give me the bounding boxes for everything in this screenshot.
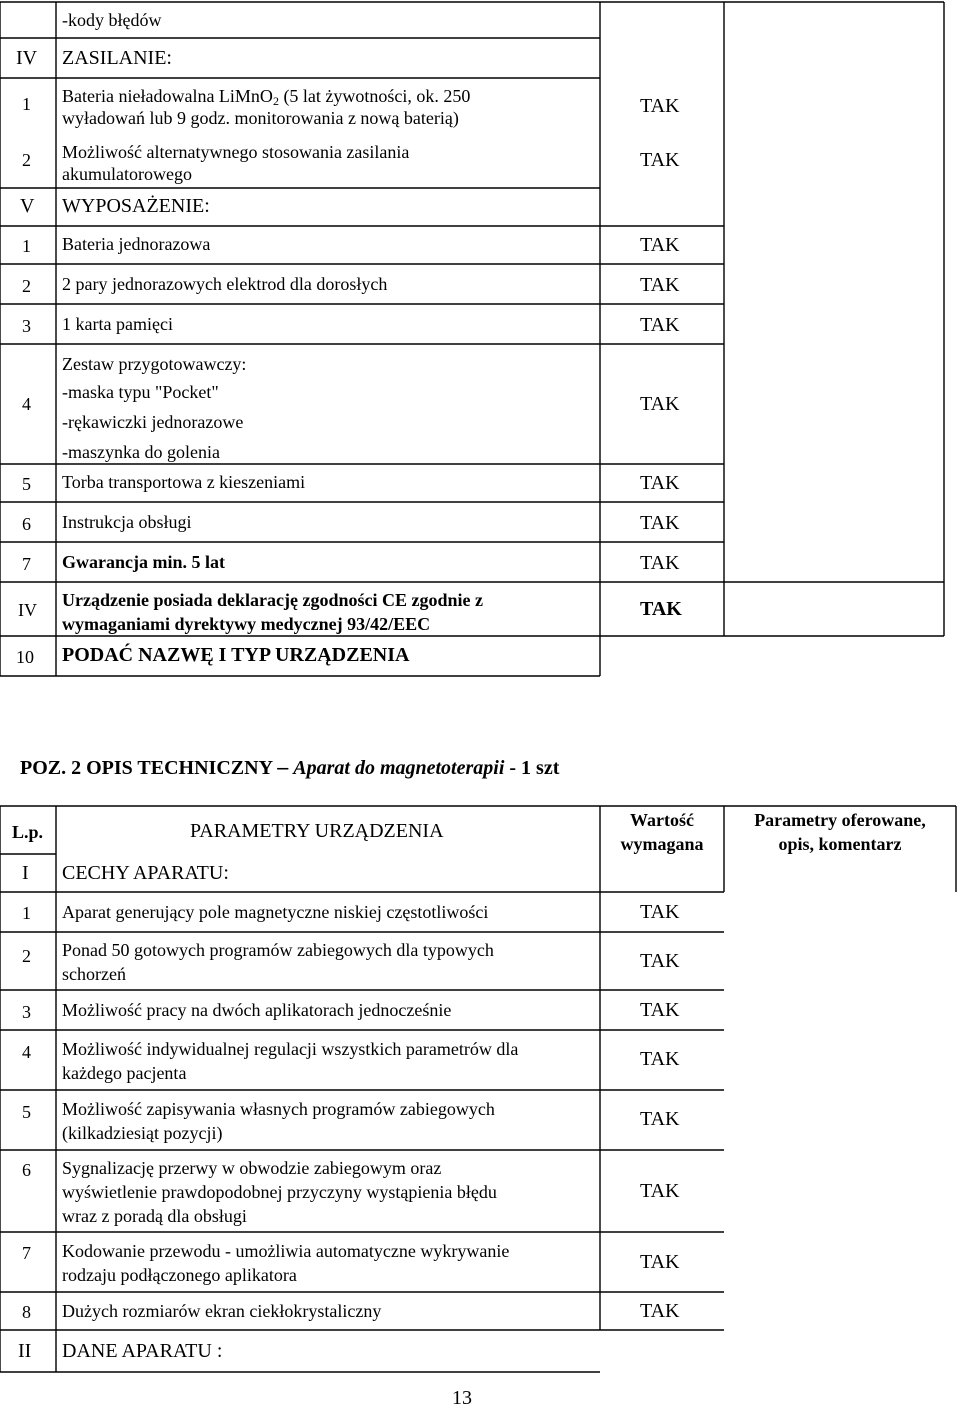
row-number: 7 bbox=[22, 554, 31, 574]
section-heading-features: CECHY APARATU: bbox=[62, 862, 229, 884]
row-number: 2 bbox=[22, 276, 31, 296]
prep-kit-item: -maska typu "Pocket" bbox=[62, 382, 219, 402]
required-value: TAK bbox=[640, 552, 680, 574]
required-value: TAK bbox=[640, 901, 680, 923]
row-number: 7 bbox=[22, 1243, 31, 1263]
row-number: 2 bbox=[22, 150, 31, 170]
ce-declaration-line1: Urządzenie posiada deklarację zgodności CE zgodnie z bbox=[62, 590, 483, 610]
required-value: TAK bbox=[640, 274, 680, 296]
section-number: V bbox=[20, 195, 35, 217]
required-value: TAK bbox=[640, 950, 680, 972]
parameter-text: Sygnalizację przerwy w obwodzie zabiegowym oraz bbox=[62, 1158, 442, 1178]
error-codes-text: -kody błędów bbox=[62, 10, 162, 30]
parameter-text: (kilkadziesiąt pozycji) bbox=[62, 1123, 223, 1143]
accumulator-line2: akumulatorowego bbox=[62, 164, 192, 184]
section-heading-device-data: DANE APARATU : bbox=[62, 1340, 223, 1362]
equipment-item: Torba transportowa z kieszeniami bbox=[62, 472, 306, 492]
parameter-text: Możliwość pracy na dwóch aplikatorach jednocześnie bbox=[62, 1000, 452, 1020]
required-value: TAK bbox=[640, 393, 680, 415]
equipment-item: 1 karta pamięci bbox=[62, 314, 173, 334]
accumulator-line1: Możliwość alternatywnego stosowania zasilania bbox=[62, 142, 410, 162]
battery-description-line1: Bateria nieładowalna LiMnO$_2$ (5 lat żywotności, ok. 250 bbox=[62, 86, 471, 108]
parameter-text: Możliwość zapisywania własnych programów zabiegowych bbox=[62, 1099, 495, 1119]
row-number: 5 bbox=[22, 474, 31, 494]
equipment-item: Instrukcja obsługi bbox=[62, 512, 192, 532]
row-number: 3 bbox=[22, 316, 31, 336]
table2-grid bbox=[0, 806, 956, 1372]
prep-kit-title: Zestaw przygotowawczy: bbox=[62, 354, 247, 374]
row-number: 3 bbox=[22, 1002, 31, 1022]
required-value: TAK bbox=[640, 512, 680, 534]
required-value: TAK bbox=[640, 234, 680, 256]
parameter-text: każdego pacjenta bbox=[62, 1063, 187, 1083]
required-header-line1: Wartość bbox=[630, 810, 694, 830]
parameter-text: Aparat generujący pole magnetyczne niskiej częstotliwości bbox=[62, 902, 489, 922]
required-value: TAK bbox=[640, 1180, 680, 1202]
row-number: 6 bbox=[22, 514, 31, 534]
parameter-text: Kodowanie przewodu - umożliwia automatyczne wykrywanie bbox=[62, 1241, 510, 1261]
section-number: I bbox=[22, 862, 29, 884]
offered-header-line1: Parametry oferowane, bbox=[754, 810, 926, 830]
row-number: IV bbox=[18, 600, 37, 620]
device-name-prompt: PODAĆ NAZWĘ I TYP URZĄDZENIA bbox=[62, 644, 410, 666]
prep-kit-item: -rękawiczki jednorazowe bbox=[62, 412, 244, 432]
row-number: 1 bbox=[22, 236, 31, 256]
section-heading-equipment: WYPOSAŻENIE: bbox=[62, 195, 210, 217]
row-number: 10 bbox=[16, 647, 34, 667]
parameter-text: wyświetlenie prawdopodobnej przyczyny wystąpienia błędu bbox=[62, 1182, 497, 1202]
parameter-text: wraz z poradą dla obsługi bbox=[62, 1206, 247, 1226]
row-number: 1 bbox=[22, 903, 31, 923]
required-value: TAK bbox=[640, 314, 680, 336]
row-number: 1 bbox=[22, 94, 31, 114]
required-value: TAK bbox=[640, 1300, 680, 1322]
section-number: II bbox=[18, 1340, 32, 1362]
required-value: TAK bbox=[640, 95, 680, 117]
row-number: 8 bbox=[22, 1302, 31, 1322]
section-number: IV bbox=[16, 47, 38, 69]
lp-header: L.p. bbox=[12, 822, 44, 842]
ce-declaration-line2: wymaganiami dyrektywy medycznej 93/42/EEC bbox=[62, 614, 431, 634]
required-value: TAK bbox=[640, 472, 680, 494]
row-number: 5 bbox=[22, 1102, 31, 1122]
parameter-text: Możliwość indywidualnej regulacji wszystkich parametrów dla bbox=[62, 1039, 519, 1059]
page-number: 13 bbox=[452, 1387, 472, 1409]
warranty-item: Gwarancja min. 5 lat bbox=[62, 552, 225, 572]
required-value: TAK bbox=[640, 1048, 680, 1070]
required-value: TAK bbox=[640, 999, 680, 1021]
params-header: PARAMETRY URZĄDZENIA bbox=[190, 820, 444, 842]
section-title: POZ. 2 OPIS TECHNICZNY – Aparat do magnetoterapii - 1 szt bbox=[20, 754, 560, 779]
required-value: TAK bbox=[640, 1108, 680, 1130]
required-header-line2: wymagana bbox=[620, 834, 704, 854]
required-value: TAK bbox=[640, 598, 682, 620]
row-number: 4 bbox=[22, 394, 31, 414]
section-heading-power: ZASILANIE: bbox=[62, 47, 172, 69]
equipment-item: Bateria jednorazowa bbox=[62, 234, 211, 254]
required-value: TAK bbox=[640, 149, 680, 171]
prep-kit-item: -maszynka do golenia bbox=[62, 442, 220, 462]
parameter-text: Dużych rozmiarów ekran ciekłokrystaliczny bbox=[62, 1301, 382, 1321]
row-number: 2 bbox=[22, 946, 31, 966]
row-number: 4 bbox=[22, 1042, 31, 1062]
parameter-text: Ponad 50 gotowych programów zabiegowych dla typowych bbox=[62, 940, 494, 960]
parameter-text: rodzaju podłączonego aplikatora bbox=[62, 1265, 297, 1285]
parameter-text: schorzeń bbox=[62, 964, 126, 984]
equipment-item: 2 pary jednorazowych elektrod dla dorosłych bbox=[62, 274, 388, 294]
row-number: 6 bbox=[22, 1160, 31, 1180]
battery-description-line2: wyładowań lub 9 godz. monitorowania z nową baterią) bbox=[62, 108, 459, 128]
offered-header-line2: opis, komentarz bbox=[778, 834, 902, 854]
required-value: TAK bbox=[640, 1251, 680, 1273]
